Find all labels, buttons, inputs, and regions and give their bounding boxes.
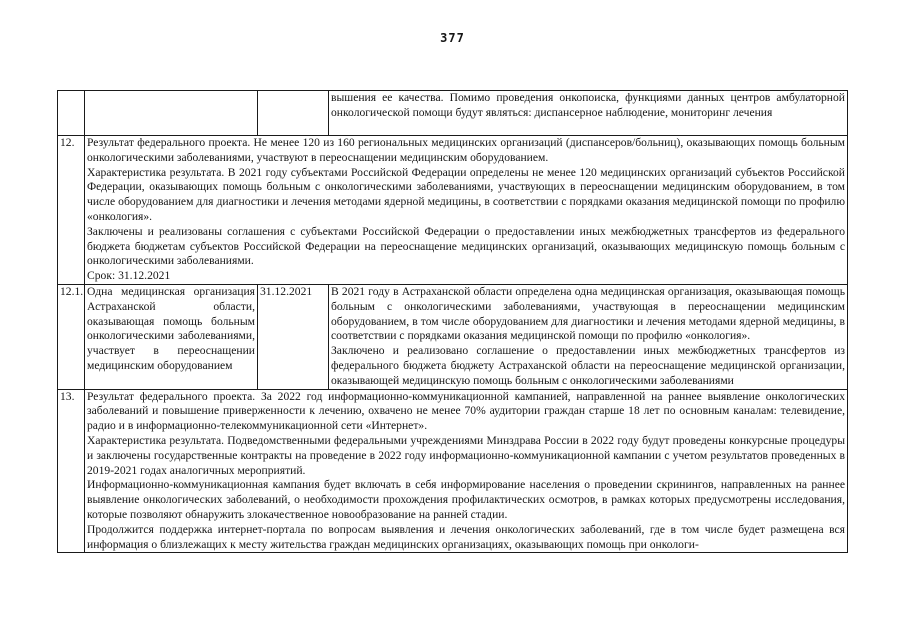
row-12-1-name-text: Одна медицинская организация Астраханской области, оказывающая помощь больным онкологическими заболеваниями, участвует в переоснащении медицинским оборудованием bbox=[87, 284, 255, 372]
table-row-continuation bbox=[58, 91, 848, 136]
table-row-13 bbox=[58, 389, 848, 553]
row-12-1-desc-p2: Заключено и реализовано соглашение о предоставлении иных межбюджетных трансфертов из федерального бюджета бюджету Астраханской области на переоснащение медицинской организации, оказывающей медицинскую помощь больным с онкологическими заболеваниями bbox=[331, 344, 845, 387]
document-table bbox=[57, 90, 848, 553]
row-12-number: 12. bbox=[58, 136, 85, 285]
row-12-1-description bbox=[329, 284, 848, 389]
cell-num-empty bbox=[58, 91, 85, 136]
page-number: 377 bbox=[440, 31, 465, 45]
row-13-campaign: Информационно-коммуникационная кампания будет включать в себя информирование населения о проведении скринингов, направленных на раннее выявление онкологических заболеваний, о необходимости прохождения профилактических осмотров, в рамках которых предусмотрены исследования, которые позволяют обнаружить злокачественное новообразование на ранней стадии. bbox=[87, 478, 845, 521]
cell-continuation-text bbox=[329, 91, 848, 136]
row-12-1-desc-p1: В 2021 году в Астраханской области определена одна медицинская организация, оказывающая помощь больным с онкологическими заболеваниями, участвующая в переоснащении медицинским оборудованием, в том числе оборудованием для диагностики и лечения методами ядерной медицины, в соответствии с порядками оказания медицинской помощи по профилю «онкология». bbox=[331, 284, 845, 343]
row-12-characteristic: Характеристика результата. В 2021 году субъектами Российской Федерации определены не менее 120 медицинских организаций субъектов Российской Федерации, оказывающих помощь больным с онкологическими заболеваниями, участвующих в переоснащении медицинским оборудованием, в том числе оборудованием для диагностики и лечения методами ядерной медицины, в соответствии с порядками оказания медицинской помощи по профилю «онкология». bbox=[87, 165, 845, 223]
row-13-characteristic: Характеристика результата. Подведомственными федеральными учреждениями Минздрава России в 2022 году будут проведены конкурсные процедуры и заключены государственные контракты на проведение в 2022 году информационно-коммуникационной кампании с учетом результатов проведенных в 2019-2021 годах аналогичных мероприятий. bbox=[87, 433, 845, 477]
cell-name-empty bbox=[85, 91, 258, 136]
row-12-1-name bbox=[85, 284, 258, 389]
table-row-12-1 bbox=[58, 284, 848, 389]
row-12-result: Результат федерального проекта. Не менее 120 из 160 региональных медицинских организаций (диспансеров/больниц), оказывающих помощь больным онкологическими заболеваниями, участвуют в переоснащении медицинским оборудованием. bbox=[87, 136, 845, 164]
row-13-content bbox=[85, 389, 848, 553]
cell-date-empty bbox=[258, 91, 329, 136]
row-12-content bbox=[85, 136, 848, 285]
row-13-portal: Продолжится поддержка интернет-портала по вопросам выявления и лечения онкологических заболеваний, где в том числе будет размещена вся информация о близлежащих к месту жительства граждан медицинских организациях, оказывающих помощь при онкологи- bbox=[87, 522, 845, 551]
row-12-1-date: 31.12.2021 bbox=[258, 284, 329, 389]
row-12-deadline: Срок: 31.12.2021 bbox=[87, 269, 171, 283]
row-13-number: 13. bbox=[58, 389, 85, 553]
table-row-12 bbox=[58, 136, 848, 285]
row-13-result: Результат федерального проекта. За 2022 год информационно-коммуникационной кампанией, направленной на раннее выявление онкологических заболеваний и повышение приверженности к лечению, охвачено не менее 70% аудитории граждан старше 18 лет по основным каналам: телевидение, радио и в информационно-телекоммуникационной сети «Интернет». bbox=[87, 389, 845, 433]
continuation-text: вышения ее качества. Помимо проведения онкопоиска, функциями данных центров амбулаторной онкологической помощи будут являться: диспансерное наблюдение, мониторинг лечения bbox=[331, 91, 845, 119]
row-12-1-number: 12.1. bbox=[58, 284, 85, 389]
row-12-agreements: Заключены и реализованы соглашения с субъектами Российской Федерации о предоставлении иных межбюджетных трансфертов из федерального бюджета бюджетам субъектов Российской Федерации на переоснащение медицинских организаций, оказывающих медицинскую помощь больным с онкологическими заболеваниями. bbox=[87, 224, 845, 268]
